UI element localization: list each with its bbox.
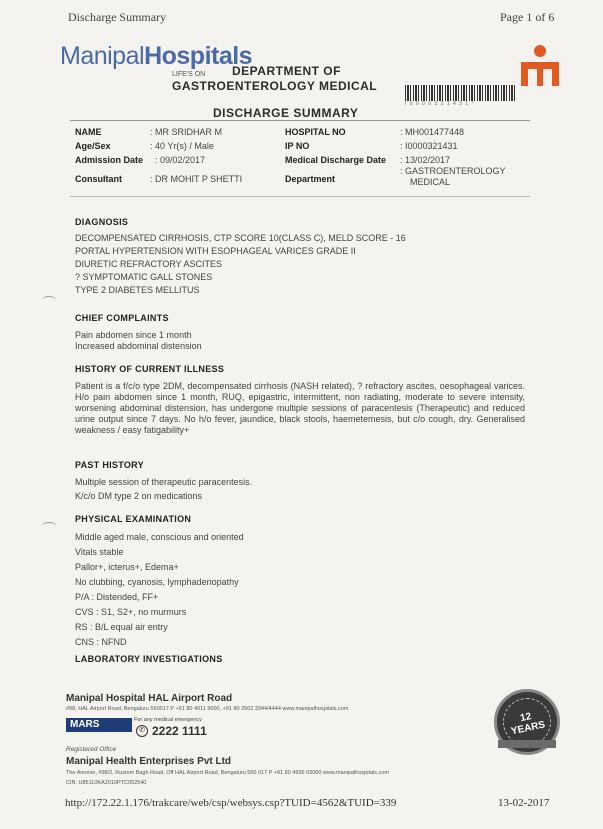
document-title: DISCHARGE SUMMARY [213,106,359,120]
punch-hole [42,522,56,530]
discharge-date-label: Medical Discharge Date [285,155,387,165]
complaint-line: Increased abdominal distension [75,341,202,351]
name-label: NAME [75,127,102,137]
name-value: : MR SRIDHAR M [150,127,222,137]
diagnosis-line: PORTAL HYPERTENSION WITH ESOPHAGEAL VARICES GRADE II [75,246,356,256]
logo-bold: Hospitals [144,42,253,70]
diagnosis-line: ? SYMPTOMATIC GALL STONES [75,272,213,282]
phone-icon: ✆ [136,725,148,737]
punch-hole [42,296,56,304]
emergency-phone: 2222 1111 [152,724,207,738]
company-address: The Annexe, #98/2, Rustom Bagh Road, Off HAL Airport Road, Bengaluru 560 017 P +91 80 4936 03000 www.manipalhospitals.com [66,770,389,776]
divider [70,120,530,121]
footer-address: #98, HAL Airport Road, Bengaluru 560017 P +91 80 4011 9000, +91 80 2502 3344/4444 www.manipalhospitals.com [66,706,349,712]
page-number: Page 1 of 6 [500,10,555,24]
footer-hospital-name: Manipal Hospital HAL Airport Road [66,693,233,704]
history-heading: HISTORY OF CURRENT ILLNESS [75,364,225,374]
department-label: Department [285,174,336,184]
ip-no-label: IP NO [285,141,310,151]
diagnosis-heading: DIAGNOSIS [75,217,129,227]
chief-complaints-heading: CHIEF COMPLAINTS [75,313,169,323]
print-url: http://172.22.1.176/trakcare/web/csp/websys.csp?TUID=4562&TUID=339 [65,797,397,809]
seal-text: 12 YEARS [510,711,547,738]
agesex-label: Age/Sex [75,141,111,151]
exam-line: Middle aged male, conscious and oriented [75,532,244,542]
company-name: Manipal Health Enterprises Pvt Ltd [66,756,232,767]
exam-line: CVS : S1, S2+, no murmurs [75,607,187,617]
barcode [405,85,517,101]
exam-line: Vitals stable [75,547,124,557]
discharge-date-value: : 13/02/2017 [400,155,451,165]
print-header-title: Discharge Summary [68,10,167,24]
logo-light: Manipal [60,42,145,70]
department-value: : GASTROENTEROLOGY [400,166,506,176]
mars-logo: MARS [66,718,132,732]
department-line-2: GASTROENTEROLOGY MEDICAL [172,79,378,93]
exam-line: P/A : Distended, FF+ [75,592,159,602]
hospital-logo [60,42,252,71]
barcode-text: I 0 0 0 0 3 2 1 4 3 1 * [405,101,475,107]
consultant-value: : DR MOHIT P SHETTI [150,174,243,184]
hospital-no-value: : MH001477448 [400,127,465,137]
department-value-cont: MEDICAL [410,177,451,187]
hospital-no-label: HOSPITAL NO [285,127,346,137]
history-text: Patient is a f/c/o type 2DM, decompensated cirrhosis (NASH related), ? refractory ascites, oesophageal varices. H/o pain abdomen since 1 month, RUQ, epigastric, intermittent, non radiating, moderate to severe intensity, worsening abdominal distension, has undergone multiple sessions of paracentesis (Therapeutic) and reduced urine output since 7 days. No h/o fever, jaundice, black stools, haemetemesis, but c/o cough, dry. Generalised weakness / easy fatigability+ [75,381,525,435]
exam-line: RS : B/L equal air entry [75,622,168,632]
consultant-label: Consultant [75,174,122,184]
lab-heading: LABORATORY INVESTIGATIONS [75,654,223,664]
divider [70,196,530,197]
registered-office-label: Registered Office [66,746,117,753]
ip-no-value: : I0000321431 [400,141,458,151]
past-history-line: K/c/o DM type 2 on medications [75,491,203,501]
diagnosis-line: TYPE 2 DIABETES MELLITUS [75,285,200,295]
complaint-line: Pain abdomen since 1 month [75,330,192,340]
diagnosis-line: DECOMPENSATED CIRRHOSIS, CTP SCORE 10(CLASS C), MELD SCORE - 16 [75,233,406,243]
exam-line: CNS : NFND [75,637,127,647]
past-history-heading: PAST HISTORY [75,460,144,470]
admission-date-label: Admission Date [75,155,144,165]
exam-line: Pallor+, icterus+, Edema+ [75,562,179,572]
tagline: LIFE'S ON [172,71,206,78]
exam-line: No clubbing, cyanosis, lymphadenopathy [75,577,239,587]
manipal-mark-icon [519,44,561,88]
diagnosis-line: DIURETIC REFRACTORY ASCITES [75,259,223,269]
emergency-label: For any medical emergency [134,717,202,723]
physical-exam-heading: PHYSICAL EXAMINATION [75,514,192,524]
admission-date-value: : 09/02/2017 [155,155,206,165]
seal-ribbon [498,740,556,748]
department-line-1: DEPARTMENT OF [232,64,341,78]
print-date: 13-02-2017 [498,797,550,809]
company-cin: CIN: U85110KA2010PTC052540 [66,780,147,786]
agesex-value: : 40 Yr(s) / Male [150,141,214,151]
past-history-line: Multiple session of therapeutic paracentesis. [75,477,253,487]
